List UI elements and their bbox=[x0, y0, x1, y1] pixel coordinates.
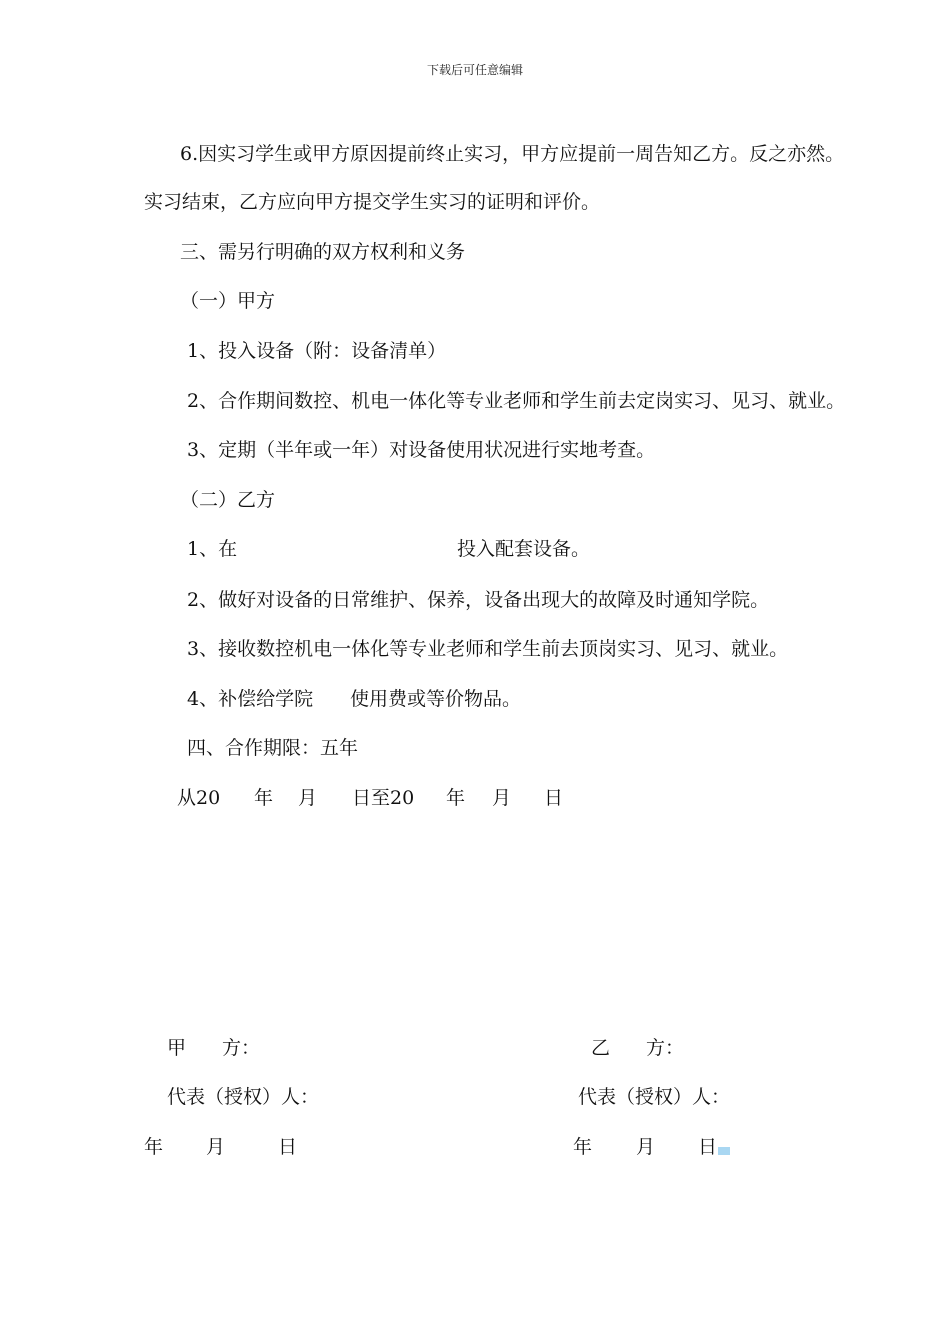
party-b-date-year: 年 bbox=[573, 1136, 593, 1158]
party-b-item-3: 3、接收数控机电一体化等专业老师和学生前去顶岗实习、见习、就业。 bbox=[187, 638, 789, 660]
party-b-item-2: 2、做好对设备的日常维护、保养，设备出现大的故障及时通知学院。 bbox=[187, 589, 770, 611]
section-4-heading: 四、合作期限：五年 bbox=[187, 737, 359, 759]
clause-6-line-1: 6.因实习学生或甲方原因提前终止实习，甲方应提前一周告知乙方。反之亦然。 bbox=[180, 143, 845, 165]
party-b-label-char-1: 乙 bbox=[591, 1037, 611, 1059]
party-b-date-day: 日 bbox=[698, 1136, 718, 1158]
party-b-item-1-suffix: 投入配套设备。 bbox=[457, 538, 591, 560]
section-3-heading: 三、需另行明确的双方权利和义务 bbox=[180, 241, 466, 263]
party-b-heading: （二）乙方 bbox=[180, 489, 276, 511]
party-b-representative: 代表（授权）人： bbox=[578, 1086, 731, 1108]
party-a-item-1: 1、投入设备（附：设备清单） bbox=[187, 340, 447, 362]
party-b-label-char-2: 方： bbox=[646, 1037, 685, 1059]
party-b-item-1-prefix: 1、在 bbox=[187, 538, 238, 560]
period-month-2: 月 bbox=[492, 787, 512, 809]
party-a-item-3: 3、定期（半年或一年）对设备使用状况进行实地考查。 bbox=[187, 439, 656, 461]
period-month-1: 月 bbox=[298, 787, 318, 809]
text-cursor-marker bbox=[718, 1147, 730, 1155]
clause-6-line-2: 实习结束，乙方应向甲方提交学生实习的证明和评价。 bbox=[144, 191, 601, 213]
period-day-1-to: 日至20 bbox=[352, 787, 415, 809]
party-a-date-year: 年 bbox=[144, 1136, 164, 1158]
period-from: 从20 bbox=[177, 787, 221, 809]
party-a-date-day: 日 bbox=[278, 1136, 298, 1158]
party-b-date-day-wrap bbox=[698, 1135, 730, 1159]
party-b-date-month: 月 bbox=[636, 1136, 656, 1158]
page-header: 下载后可任意编辑 bbox=[426, 63, 523, 77]
period-day-2: 日 bbox=[544, 787, 564, 809]
party-a-representative: 代表（授权）人： bbox=[167, 1086, 320, 1108]
period-year-1: 年 bbox=[254, 787, 274, 809]
party-b-item-4-prefix: 4、补偿给学院 bbox=[187, 688, 314, 710]
party-a-date-month: 月 bbox=[206, 1136, 226, 1158]
party-a-item-2: 2、合作期间数控、机电一体化等专业老师和学生前去定岗实习、见习、就业。 bbox=[187, 390, 846, 412]
party-b-item-4-suffix: 使用费或等价物品。 bbox=[350, 688, 522, 710]
party-a-label-char-2: 方： bbox=[222, 1037, 261, 1059]
party-a-heading: （一）甲方 bbox=[180, 290, 276, 312]
party-a-label-char-1: 甲 bbox=[167, 1037, 187, 1059]
period-year-2: 年 bbox=[446, 787, 466, 809]
